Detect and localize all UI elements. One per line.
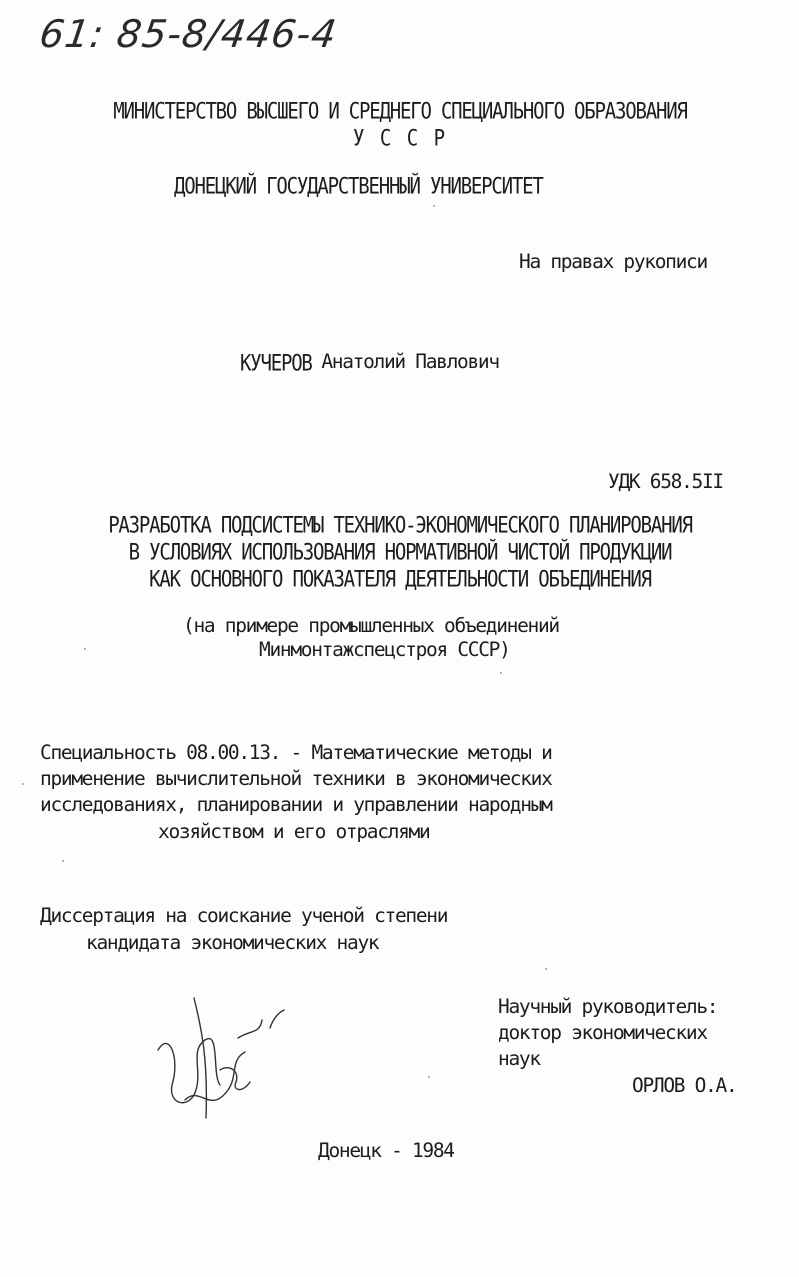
subtitle-line-1: (на примере промышленных объединений [183, 614, 559, 637]
subtitle-line-2: Минмонтажспецстроя СССР) [259, 638, 510, 661]
ministry-heading: МИНИСТЕРСТВО ВЫСШЕГО И СРЕДНЕГО СПЕЦИАЛЬНОГО ОБРАЗОВАНИЯ [113, 99, 687, 125]
scan-speck [84, 648, 86, 650]
advisor-name: ОРЛОВ О.А. [632, 1074, 737, 1097]
scan-speck [22, 783, 24, 785]
scan-speck [62, 860, 64, 862]
republic-heading: У С С Р [352, 126, 448, 152]
scan-speck [428, 1076, 430, 1078]
title-line-1: РАЗРАБОТКА ПОДСИСТЕМЫ ТЕХНИКО-ЭКОНОМИЧЕСКОГО ПЛАНИРОВАНИЯ [108, 513, 692, 539]
author-surname: КУЧЕРОВ [240, 351, 312, 377]
author-name [240, 350, 499, 377]
degree-line-1: Диссертация на соискание ученой степени [40, 904, 448, 927]
specialty-line-2: применение вычислительной техники в экономических [40, 767, 552, 790]
specialty-line-4: хозяйством и его отраслями [158, 820, 430, 843]
place-and-year: Донецк - 1984 [318, 1139, 454, 1162]
manuscript-rights-note: На правах рукописи [519, 250, 707, 273]
degree-line-2: кандидата экономических наук [86, 931, 379, 954]
specialty-line-1: Специальность 08.00.13. - Математические методы и [40, 741, 552, 764]
udc-code: УДК 658.5II [608, 470, 723, 493]
scan-speck [545, 968, 547, 970]
handwritten-signature [150, 990, 290, 1130]
advisor-degree-line-2: наук [498, 1047, 540, 1070]
advisor-role: Научный руководитель: [498, 995, 718, 1018]
title-line-3: КАК ОСНОВНОГО ПОКАЗАТЕЛЯ ДЕЯТЕЛЬНОСТИ ОБЪЕДИНЕНИЯ [149, 567, 651, 593]
scan-speck [433, 205, 435, 207]
author-given-names: Анатолий Павлович [321, 350, 499, 373]
title-line-2: В УСЛОВИЯХ ИСПОЛЬЗОВАНИЯ НОРМАТИВНОЙ ЧИСТОЙ ПРОДУКЦИИ [128, 540, 672, 566]
scan-speck [500, 672, 502, 674]
specialty-line-3: исследованиях, планировании и управлении народным [40, 793, 552, 816]
archive-number: 61: 85-8/446-4 [36, 12, 340, 56]
advisor-degree-line-1: доктор экономических [498, 1021, 707, 1044]
university-heading: ДОНЕЦКИЙ ГОСУДАРСТВЕННЫЙ УНИВЕРСИТЕТ [174, 174, 543, 200]
